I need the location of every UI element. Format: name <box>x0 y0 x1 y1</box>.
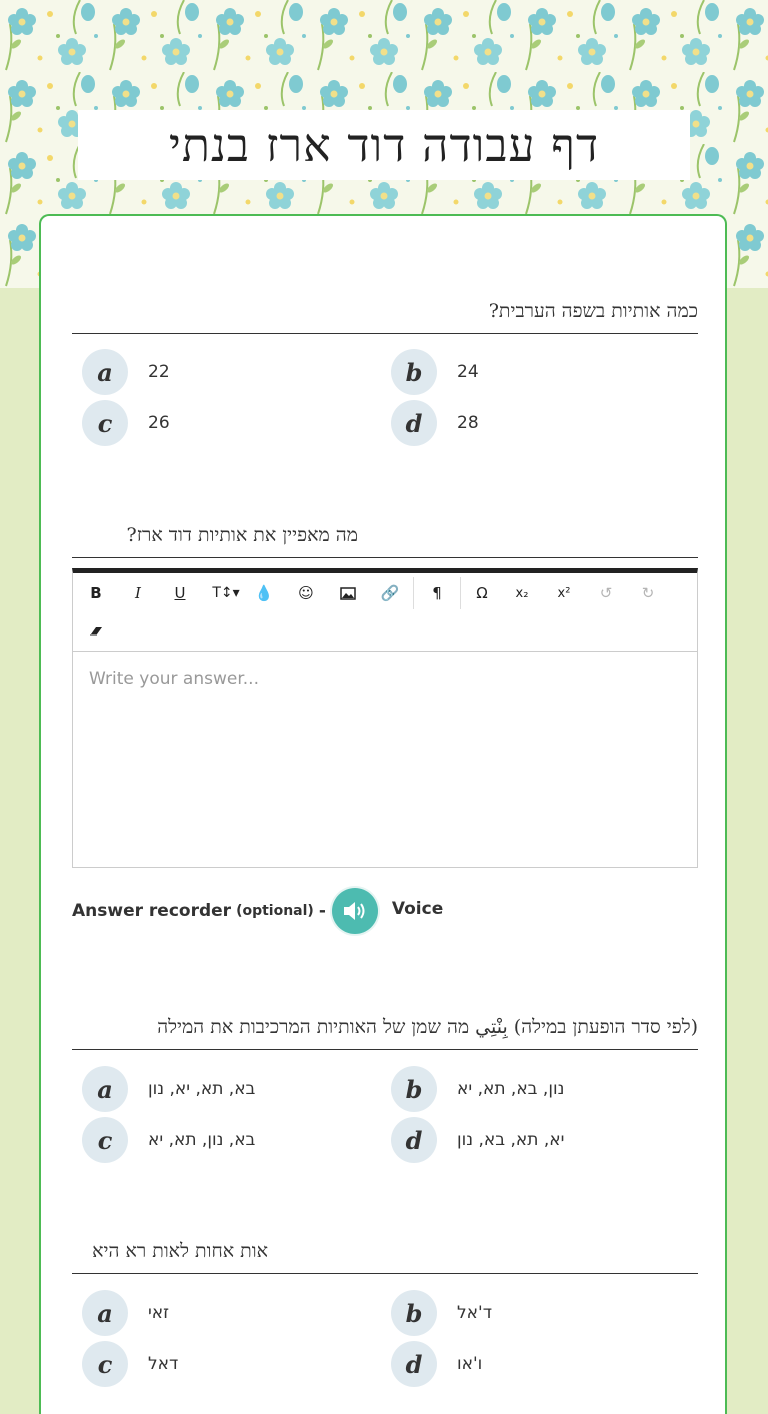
question-4-option-a[interactable] <box>82 1290 169 1336</box>
question-3-option-b[interactable] <box>391 1066 564 1112</box>
paragraph-direction-icon[interactable]: ¶ <box>432 584 442 602</box>
text-size-icon[interactable]: T↕▾ <box>212 585 240 601</box>
editor-toolbar <box>73 573 697 652</box>
question-4-title: אות אחות לאות רא היא <box>72 1240 698 1274</box>
redo-icon[interactable]: ↻ <box>641 584 655 602</box>
answer-textarea[interactable]: Write your answer... <box>89 669 259 689</box>
option-text: ד'אל <box>457 1303 492 1323</box>
option-letter: c <box>82 400 128 446</box>
option-letter: b <box>391 1066 437 1112</box>
speaker-icon <box>342 899 368 923</box>
toolbar-divider <box>460 577 461 609</box>
option-text: בא, תא, יא, נון <box>148 1079 256 1099</box>
underline-icon[interactable]: U <box>174 584 186 602</box>
question-3-option-d[interactable] <box>391 1117 564 1163</box>
emoji-icon[interactable]: ☺ <box>298 584 314 602</box>
option-text: נון, בא, תא, יא <box>457 1079 565 1099</box>
question-3-title: (לפי סדר הופעתן במילה) بِنْتِي מה שמן של האותיות המרכיבות את המילה <box>72 1016 698 1050</box>
question-4-option-b[interactable] <box>391 1290 492 1336</box>
image-icon[interactable] <box>333 578 363 608</box>
option-letter: a <box>82 1066 128 1112</box>
question-1-option-a[interactable] <box>82 349 170 395</box>
answer-recorder <box>72 888 443 934</box>
record-voice-button[interactable] <box>332 888 378 934</box>
recorder-dash: - <box>318 901 326 921</box>
worksheet-card <box>39 214 727 1414</box>
recorder-optional: (optional) <box>236 903 314 919</box>
option-text: בא, נון, תא, יא <box>148 1130 256 1150</box>
question-1-option-b[interactable] <box>391 349 479 395</box>
question-1-title: כמה אותיות בשפה הערבית? <box>72 300 698 334</box>
option-letter: d <box>391 1341 437 1387</box>
clear-formatting-icon[interactable] <box>81 615 111 645</box>
option-text: 24 <box>457 362 479 382</box>
question-1-option-c[interactable] <box>82 400 170 446</box>
option-letter: b <box>391 349 437 395</box>
special-characters-icon[interactable]: Ω <box>476 584 488 602</box>
text-color-icon[interactable]: 💧 <box>254 584 274 602</box>
answer-editor <box>72 568 698 868</box>
option-letter: c <box>82 1341 128 1387</box>
option-letter: d <box>391 1117 437 1163</box>
question-3-option-c[interactable] <box>82 1117 255 1163</box>
italic-icon[interactable]: I <box>135 584 141 602</box>
question-3-option-a[interactable] <box>82 1066 255 1112</box>
option-letter: a <box>82 1290 128 1336</box>
option-letter: c <box>82 1117 128 1163</box>
option-text: 22 <box>148 362 170 382</box>
question-4-option-d[interactable] <box>391 1341 482 1387</box>
question-1-option-d[interactable] <box>391 400 479 446</box>
option-text: יא, תא, בא, נון <box>457 1130 565 1150</box>
option-text: 28 <box>457 413 479 433</box>
question-4-option-c[interactable] <box>82 1341 178 1387</box>
question-2-title: מה מאפיין את אותיות דוד ארז? <box>72 524 698 558</box>
recorder-label: Answer recorder <box>72 901 232 921</box>
subscript-icon[interactable]: x₂ <box>515 585 529 601</box>
title-box <box>78 110 690 180</box>
option-text: דאל <box>148 1354 179 1374</box>
option-letter: a <box>82 349 128 395</box>
undo-icon[interactable]: ↺ <box>599 584 613 602</box>
voice-label: Voice <box>391 899 444 919</box>
option-letter: d <box>391 400 437 446</box>
option-text: 26 <box>148 413 170 433</box>
toolbar-divider <box>413 577 414 609</box>
link-icon[interactable]: 🔗 <box>380 584 400 602</box>
worksheet-title: דף עבודה דוד ארז בנתי <box>168 118 600 172</box>
option-text: זאי <box>148 1303 170 1323</box>
option-letter: b <box>391 1290 437 1336</box>
bold-icon[interactable]: B <box>90 584 102 602</box>
option-text: ו'או <box>457 1354 483 1374</box>
superscript-icon[interactable]: x² <box>557 585 571 601</box>
